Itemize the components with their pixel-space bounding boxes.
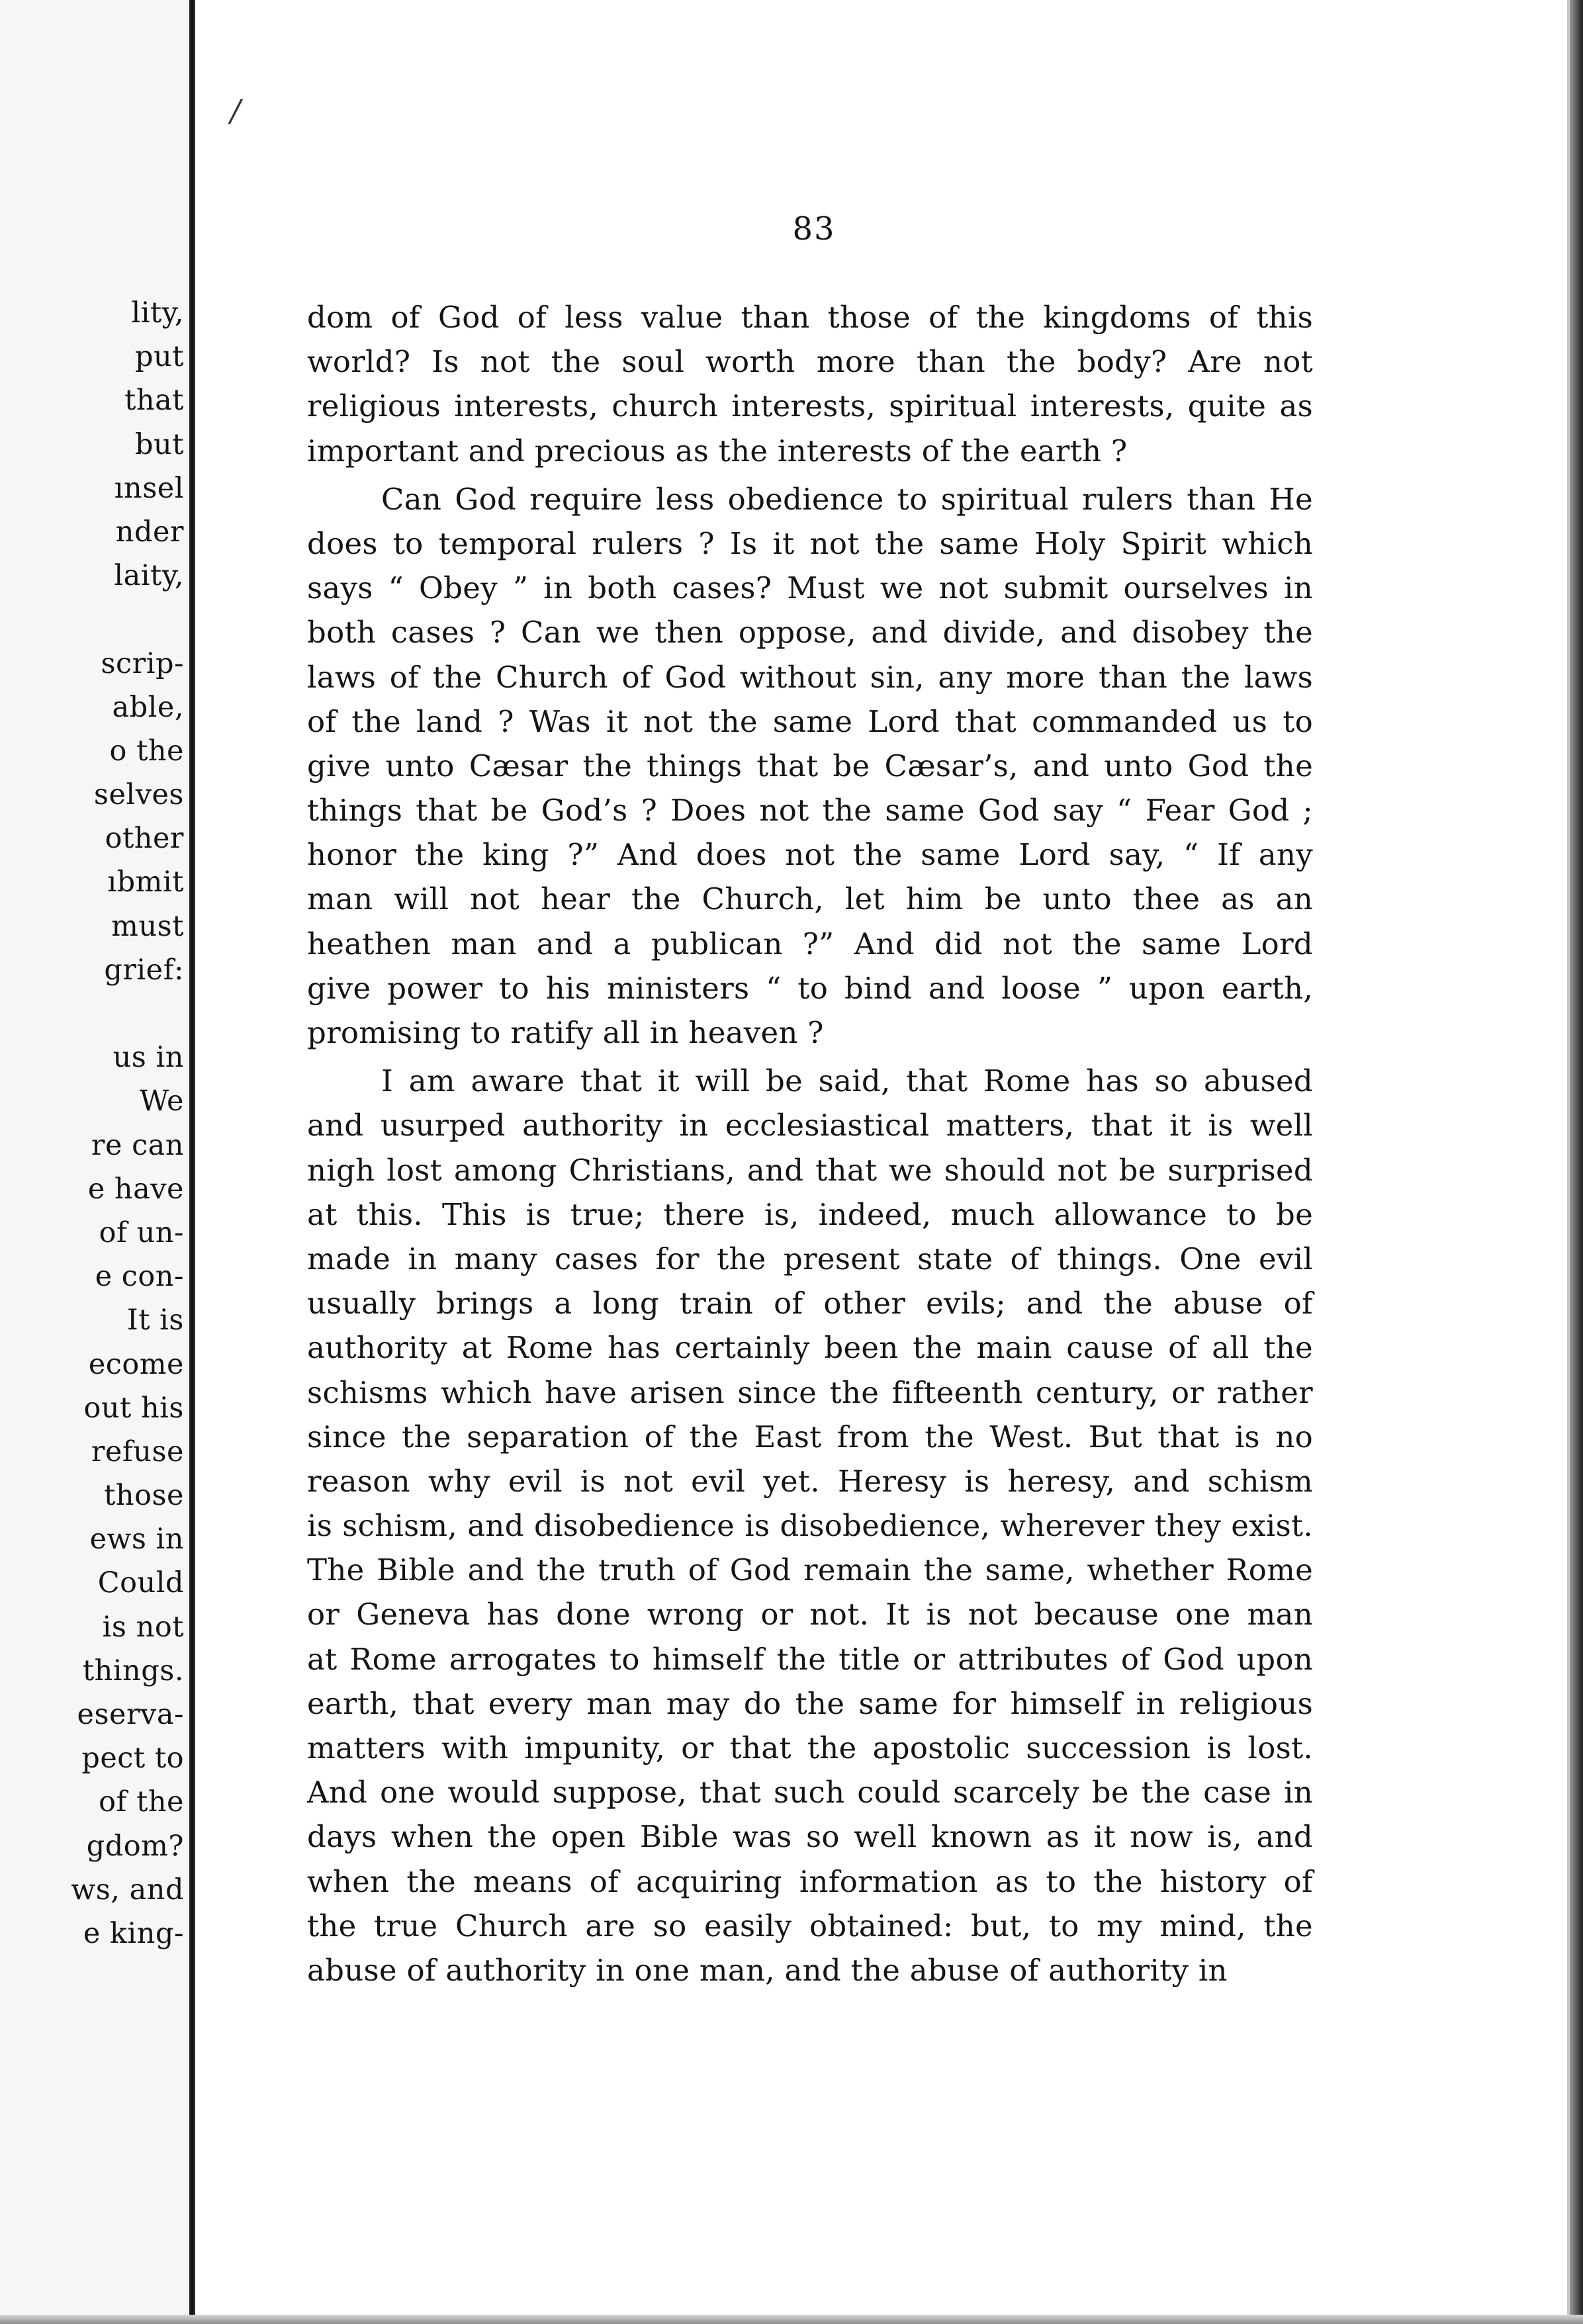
left-fragment-line: ıbmit (107, 866, 184, 899)
left-fragment-line: but (135, 427, 184, 461)
left-fragment-line: is not (102, 1610, 184, 1644)
text-line: reason why evil is not evil yet. Heresy is heresy, and schism (307, 1463, 1313, 1499)
left-fragment-line: re can (91, 1128, 184, 1162)
text-line: when the means of acquiring information as to the history of (307, 1863, 1313, 1899)
paragraph (307, 295, 1313, 473)
left-fragment-line: us in (113, 1041, 184, 1075)
left-fragment-line: ınsel (114, 471, 184, 505)
page-number: 83 (792, 210, 836, 247)
text-line: of the land ? Was it not the same Lord that commanded us to (307, 703, 1313, 739)
left-fragment-line: able, (112, 690, 184, 724)
left-fragment-line: ews in (89, 1523, 184, 1556)
text-line: important and precious as the interests of the earth ? (307, 433, 1128, 469)
text-line: both cases ? Can we then oppose, and divide, and disobey the (307, 615, 1313, 650)
left-fragment-line: those (104, 1479, 184, 1513)
book-gutter (189, 0, 195, 2324)
left-fragment-line: grief: (104, 953, 184, 987)
left-fragment-line: o the (109, 734, 184, 768)
text-line: heathen man and a publican ?” And did not the same Lord (307, 926, 1313, 961)
left-fragment-line (0, 992, 184, 1036)
text-line: matters with impunity, or that the apostolic succession is lost. (307, 1730, 1313, 1765)
left-fragment-line: must (111, 909, 184, 943)
text-line: at this. This is true; there is, indeed, much allowance to be (307, 1196, 1313, 1232)
text-line: nigh lost among Christians, and that we should not be surprised (307, 1152, 1313, 1188)
left-fragment-line: laity, (114, 559, 184, 593)
text-line: schisms which have arisen since the fifteenth century, or rather (307, 1374, 1313, 1410)
paragraph (307, 1059, 1313, 1992)
left-fragment-line: things. (82, 1654, 184, 1687)
left-fragment-line: selves (93, 778, 184, 812)
left-fragment-line: out his (83, 1391, 184, 1425)
text-line: The Bible and the truth of God remain the same, whether Rome (307, 1552, 1313, 1588)
left-fragment-line: ws, and (71, 1873, 184, 1906)
left-fragment-line: Could (97, 1566, 184, 1600)
page-body-text (307, 295, 1313, 1992)
text-line: made in many cases for the present state of things. One evil (307, 1241, 1313, 1276)
stray-pencil-mark: / (230, 93, 241, 128)
text-line: earth, that every man may do the same for himself in religious (307, 1685, 1313, 1721)
left-fragment-line: e have (87, 1172, 184, 1206)
bottom-page-edge (0, 2315, 1583, 2324)
text-line: since the separation of the East from the West. But that is no (307, 1419, 1313, 1454)
left-fragment-line: lity, (131, 296, 184, 330)
left-fragment-line: pect to (81, 1742, 184, 1775)
text-line: is schism, and disobedience is disobedience, wherever they exist. (307, 1508, 1313, 1544)
left-fragment-line: other (105, 822, 184, 856)
text-line: does to temporal rulers ? Is it not the same Holy Spirit which (307, 525, 1313, 561)
text-line: world? Is not the soul worth more than the body? Are not (307, 344, 1313, 380)
text-line: laws of the Church of God without sin, any more than the laws (307, 659, 1313, 695)
text-line: usually brings a long train of other evils; and the abuse of (307, 1286, 1313, 1321)
right-page-edge (1570, 0, 1583, 2324)
text-line: at Rome arrogates to himself the title or attributes of God upon (307, 1641, 1313, 1677)
left-page-text-fragments (0, 291, 184, 1955)
text-line: give unto Cæsar the things that be Cæsar’s, and unto God the (307, 748, 1313, 783)
text-line: dom of God of less value than those of the kingdoms of this (307, 300, 1313, 335)
left-fragment-line: refuse (91, 1435, 184, 1468)
text-line: give power to his ministers “ to bind and loose ” upon earth, (307, 970, 1313, 1006)
left-fragment-line: nder (115, 515, 184, 549)
left-fragment-line: e con- (95, 1260, 184, 1294)
left-fragment-line: We (139, 1085, 184, 1118)
left-fragment-line (0, 598, 184, 641)
left-fragment-line: put (135, 340, 184, 374)
left-fragment-line: gdom? (86, 1829, 184, 1863)
text-line: religious interests, church interests, spiritual interests, quite as (307, 388, 1313, 424)
text-line: and usurped authority in ecclesiastical matters, that it is well (307, 1108, 1313, 1143)
left-fragment-line: of the (99, 1785, 184, 1819)
left-fragment-line: ecome (88, 1347, 184, 1381)
text-line: abuse of authority in one man, and the abuse of authority in (307, 1952, 1228, 1988)
left-fragment-line: that (124, 384, 184, 418)
text-line: the true Church are so easily obtained: but, to my mind, the (307, 1908, 1313, 1944)
text-line: promising to ratify all in heaven ? (307, 1015, 824, 1050)
text-line: Can God require less obedience to spiritual rulers than He (381, 481, 1313, 517)
text-line: things that be God’s ? Does not the same God say “ Fear God ; (307, 793, 1313, 828)
text-line: honor the king ?” And does not the same Lord say, “ If any (307, 837, 1313, 873)
paragraph (307, 477, 1313, 1055)
left-fragment-line: e king- (83, 1916, 184, 1950)
left-fragment-line: It is (126, 1304, 184, 1337)
text-line: says “ Obey ” in both cases? Must we not submit ourselves in (307, 570, 1313, 606)
text-line: or Geneva has done wrong or not. It is not because one man (307, 1597, 1313, 1632)
text-line: I am aware that it will be said, that Rome has so abused (381, 1063, 1313, 1099)
text-line: And one would suppose, that such could scarcely be the case in (307, 1775, 1313, 1810)
text-line: days when the open Bible was so well known as it now is, and (307, 1819, 1313, 1855)
text-line: man will not hear the Church, let him be unto thee as an (307, 881, 1313, 917)
text-line: authority at Rome has certainly been the main cause of all the (307, 1330, 1313, 1366)
left-fragment-line: scrip- (101, 647, 184, 680)
left-fragment-line: eserva- (77, 1698, 184, 1731)
left-fragment-line: of un- (99, 1216, 184, 1249)
